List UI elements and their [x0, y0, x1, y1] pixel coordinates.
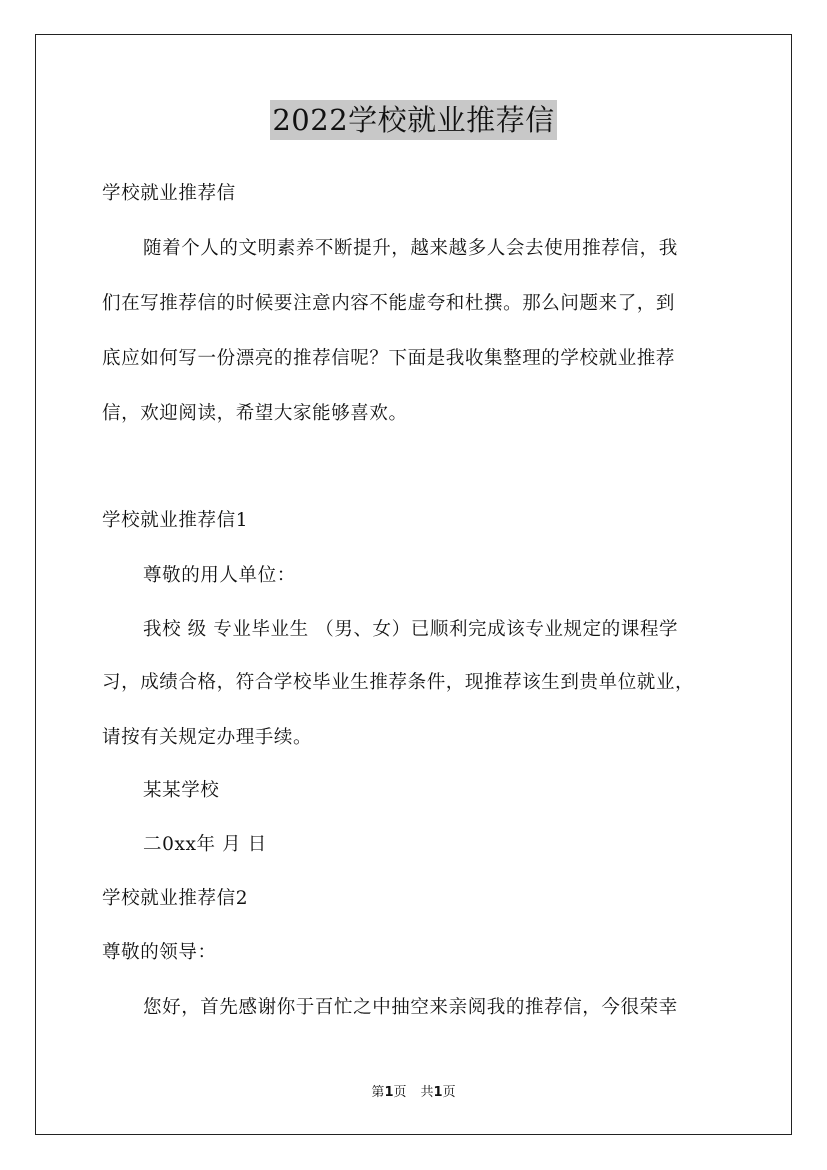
footer-page-number: 1: [384, 1085, 394, 1100]
paragraph-line: 习，成绩合格，符合学校毕业生推荐条件，现推荐该生到贵单位就业，: [102, 672, 695, 693]
footer-page-prefix: 第: [371, 1085, 385, 1100]
section-heading: 学校就业推荐信2: [102, 888, 249, 909]
salutation: 尊敬的用人单位：: [143, 565, 296, 586]
footer-total-number: 1: [433, 1085, 443, 1100]
footer-total-prefix: 共: [420, 1085, 434, 1100]
paragraph-line: 们在写推荐信的时候要注意内容不能虚夸和杜撰。那么问题来了，到: [102, 293, 676, 314]
section-heading: 学校就业推荐信1: [102, 510, 249, 531]
paragraph-line: 信，欢迎阅读，希望大家能够喜欢。: [102, 403, 408, 424]
footer-total-suffix: 页: [442, 1085, 456, 1100]
title-container: [0, 100, 827, 140]
document-title: 2022学校就业推荐信: [270, 100, 556, 140]
signature-date: 二0xx年 月 日: [143, 834, 267, 855]
signature-school: 某某学校: [143, 780, 220, 801]
page-footer: [0, 1084, 827, 1102]
paragraph-line: 底应如何写一份漂亮的推荐信呢？下面是我收集整理的学校就业推荐: [102, 348, 676, 369]
paragraph-line: 我校 级 专业毕业生 （男、女）已顺利完成该专业规定的课程学: [143, 619, 679, 640]
salutation: 尊敬的领导：: [102, 942, 217, 963]
paragraph-line: 您好，首先感谢你于百忙之中抽空来亲阅我的推荐信，今很荣幸: [143, 997, 678, 1018]
paragraph-line: 请按有关规定办理手续。: [102, 727, 313, 748]
footer-page-suffix: 页: [393, 1085, 407, 1100]
paragraph-line: 随着个人的文明素养不断提升，越来越多人会去使用推荐信，我: [143, 238, 678, 259]
section-heading: 学校就业推荐信: [102, 183, 236, 204]
